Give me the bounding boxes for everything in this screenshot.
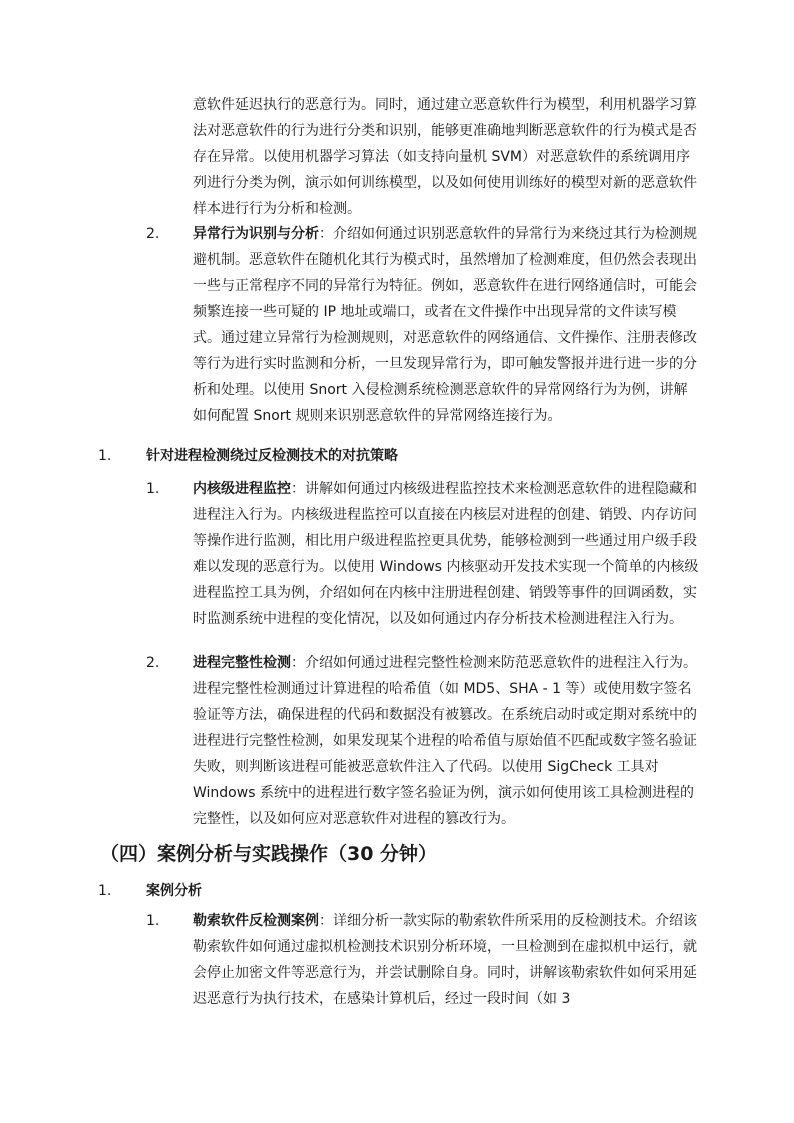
list-item-title: 勒索软件反检测案例: [193, 913, 319, 929]
list-item-title: 内核级进程监控: [193, 481, 291, 497]
section-number: 1.: [98, 883, 112, 899]
list-item-title: 异常行为识别与分析: [193, 226, 319, 242]
section-title-process-detection: 针对进程检测绕过反检测技术的对抗策略: [146, 448, 398, 464]
list-item-kernel-monitoring: [193, 476, 701, 632]
list-item-ransomware-case: [193, 908, 701, 1012]
list-item-body: ：详细分析一款实际的勒索软件所采用的反检测技术。介绍该勒索软件如何通过虚拟机检测技术识别分析环境，一旦检测到在虚拟机中运行，就会停止加密文件等恶意行为，并尝试删除自身。同时，讲解该勒索软件如何采用延迟恶意行为执行技术，在感染计算机后，经过一段时间（如 3: [193, 913, 697, 1007]
section-heading: （四）案例分析与实践操作（30 分钟）: [100, 843, 438, 865]
list-number: 2.: [146, 655, 160, 671]
section-number: 1.: [98, 448, 112, 464]
list-item-body: ：介绍如何通过识别恶意软件的异常行为来绕过其行为检测规避机制。恶意软件在随机化其行为模式时，虽然增加了检测难度，但仍然会表现出一些与正常程序不同的异常行为特征。例如，恶意软件在进行网络通信时，可能会频繁连接一些可疑的 IP 地址或端口，或者在文件操作中出现异常的文件读写模式。通过建立异常行为检测规则，对恶意软件的网络通信、文件操作、注册表修改等行为进行实时监测和分析，一旦发现异常行为，即可触发警报并进行进一步的分析和处理。以使用 Snort 入侵检测系统检测恶意软件的异常网络行为为例，讲解如何配置 Snort 规则来识别恶意软件的异常网络连接行为。: [193, 226, 697, 424]
list-item-body: ：讲解如何通过内核级进程监控技术来检测恶意软件的进程隐藏和进程注入行为。内核级进程监控可以直接在内核层对进程的创建、销毁、内存访问等操作进行监测，相比用户级进程监控更具优势，能够检测到一些通过用户级手段难以发现的恶意行为。以使用 Windows 内核驱动开发技术实现一个简单的内核级进程监控工具为例，介绍如何在内核中注册进程创建、销毁等事件的回调函数，实时监测系统中进程的变化情况，以及如何通过内存分析技术检测进程注入行为。: [193, 481, 699, 627]
list-item-title: 进程完整性检测: [193, 655, 291, 671]
list-item-process-integrity: [193, 650, 701, 832]
list-number: 1.: [146, 913, 160, 929]
section-title-case-analysis: 案例分析: [146, 883, 202, 899]
list-number: 2.: [146, 226, 160, 242]
continued-paragraph: [193, 92, 701, 222]
list-number: 1.: [146, 481, 160, 497]
paragraph-text: 意软件延迟执行的恶意行为。同时，通过建立恶意软件行为模型，利用机器学习算法对恶意软件的行为进行分类和识别，能够更准确地判断恶意软件的行为模式是否存在异常。以使用机器学习算法（如支持向量机 SVM）对恶意软件的系统调用序列进行分类为例，演示如何训练模型，以及如何使用训练好的模型对新的恶意软件样本进行行为分析和检测。: [193, 97, 697, 217]
list-item-body: ：介绍如何通过进程完整性检测来防范恶意软件的进程注入行为。进程完整性检测通过计算进程的哈希值（如 MD5、SHA - 1 等）或使用数字签名验证等方法，确保进程的代码和数据没有被篡改。在系统启动时或定期对系统中的进程进行完整性检测，如果发现某个进程的哈希值与原始值不匹配或数字签名验证失败，则判断该进程可能被恶意软件注入了代码。以使用 SigCheck 工具对 Windows 系统中的进程进行数字签名验证为例，演示如何使用该工具检测进程的完整性，以及如何应对恶意软件对进程的篡改行为。: [193, 655, 697, 827]
list-item-anomaly-behavior: [193, 221, 701, 429]
